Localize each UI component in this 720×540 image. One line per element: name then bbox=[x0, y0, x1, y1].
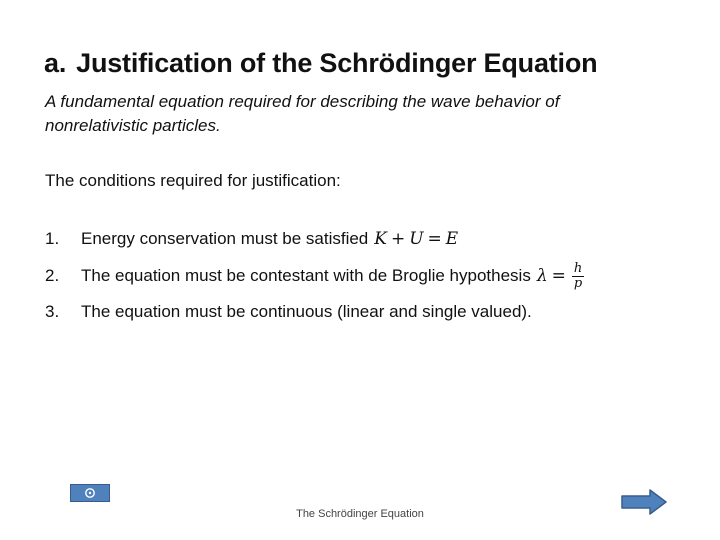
conditions-heading: The conditions required for justification: bbox=[45, 171, 341, 190]
condition-text: The equation must be continuous (linear and single valued). bbox=[81, 302, 532, 321]
condition-number: 3. bbox=[45, 302, 60, 321]
condition-text: The equation must be contestant with de Broglie hypothesis bbox=[81, 266, 531, 285]
condition-number: 1. bbox=[45, 229, 60, 248]
home-button[interactable] bbox=[70, 484, 110, 502]
condition-text: Energy conservation must be satisfied bbox=[81, 229, 369, 248]
formula-k: K bbox=[374, 229, 387, 249]
formula-numerator: h bbox=[573, 260, 583, 276]
slide-title bbox=[44, 48, 597, 79]
condition-item-2 bbox=[45, 260, 584, 291]
de-broglie-formula bbox=[537, 262, 584, 291]
subtitle: A fundamental equation required for describing the wave behavior of nonrelativistic particles. bbox=[45, 92, 560, 135]
formula-e: E bbox=[445, 229, 459, 249]
formula-fraction bbox=[572, 262, 584, 291]
formula-equals: = bbox=[427, 229, 442, 249]
title-text: Justification of the Schrödinger Equation bbox=[76, 48, 598, 78]
formula-u: U bbox=[409, 229, 424, 249]
formula-equals: = bbox=[551, 265, 566, 286]
title-prefix: a. bbox=[44, 48, 67, 78]
home-circle-icon bbox=[84, 487, 96, 499]
footer-text: The Schrödinger Equation bbox=[296, 508, 424, 520]
condition-item-3 bbox=[45, 300, 532, 324]
condition-number: 2. bbox=[45, 266, 60, 285]
formula-denominator: p bbox=[573, 275, 583, 291]
formula-lambda: λ bbox=[536, 265, 548, 286]
energy-formula bbox=[374, 229, 458, 249]
condition-item-1 bbox=[45, 227, 458, 251]
formula-plus: + bbox=[390, 229, 406, 249]
